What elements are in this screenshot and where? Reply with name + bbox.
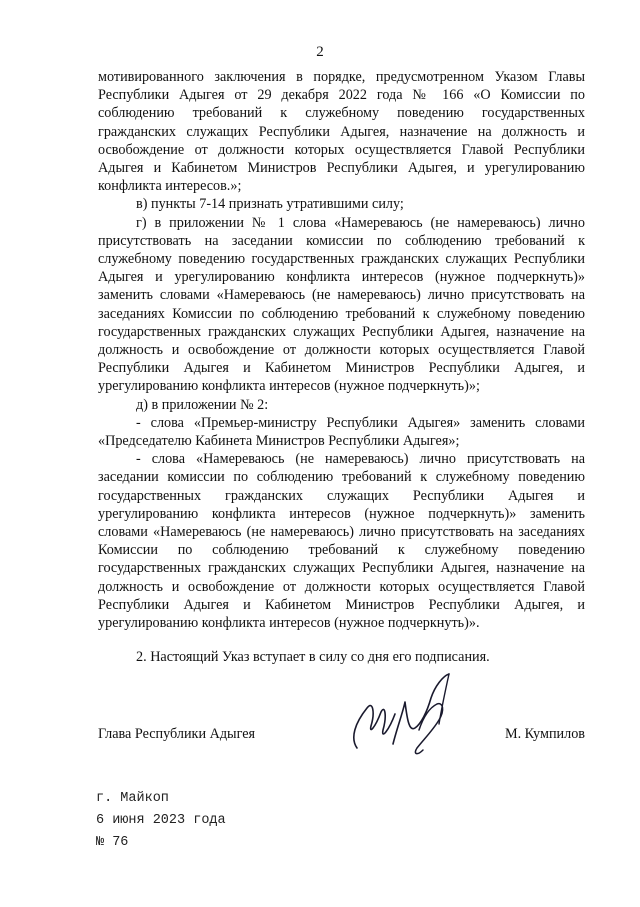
paragraph-subitem-2: - слова «Намереваюсь (не намереваюсь) лично присутствовать на заседании комиссии по соблюдению требований к служебному поведению государственных гражданских служащих Республики Адыгея и урегулированию конфликта интересов (нужное подчеркнуть)» заменить словами «Намереваюсь (не намереваюсь) лично присутствовать на заседаниях Комиссии по соблюдению требований к служебному поведению государственных гражданских служащих Республики Адыгея, назначение на должность и освобождение от должности которых осуществляется Главой Республики Адыгея и Кабинетом Министров Республики Адыгея, и урегулированию конфликта интересов (нужное подчеркнуть)». <box>98 451 585 632</box>
final-clause: 2. Настоящий Указ вступает в силу со дня его подписания. <box>136 649 490 666</box>
paragraph-continuation: мотивированного заключения в порядке, предусмотренном Указом Главы Республики Адыгея от 29 декабря 2022 года № 166 «О Комиссии по соблюдению требований к служебному поведению государственных гражданских служащих Республики Адыгея, назначение на должность и освобождение от должности которых осуществляется Главой Республики Адыгея и Кабинетом Министров Республики Адыгея, и урегулированию конфликта интересов.»; <box>98 69 585 195</box>
paragraph-item-d: д) в приложении № 2: <box>136 396 269 413</box>
signature-block <box>98 726 585 750</box>
document-body <box>98 68 585 667</box>
page-number: 2 <box>316 44 324 60</box>
paragraph-item-g: г) в приложении № 1 слова «Намереваюсь (не намереваюсь) лично присутствовать на заседании комиссии по соблюдению требований к служебному поведению государственных гражданских служащих Республики Адыгея и урегулированию конфликта интересов (нужное подчеркнуть)» заменить словами «Намереваюсь (не намереваюсь) лично присутствовать на заседаниях Комиссии по соблюдению требований к служебному поведению государственных гражданских служащих Республики Адыгея, назначение на должность и освобождение от должности которых осуществляется Главой Республики Адыгея и Кабинетом Министров Республики Адыгея, и урегулированию конфликта интересов (нужное подчеркнуть)»; <box>98 214 585 395</box>
decree-number: № 76 <box>96 835 129 850</box>
decree-date: 6 июня 2023 года <box>96 813 226 828</box>
city: г. Майкоп <box>96 791 169 806</box>
document-footer <box>96 788 226 854</box>
paragraph-item-v: в) пункты 7-14 признать утратившими силу; <box>136 196 404 213</box>
position-title: Глава Республики Адыгея <box>98 726 256 742</box>
paragraph-subitem-1: - слова «Премьер-министру Республики Адыгея» заменить словами «Председателю Кабинета Министров Республики Адыгея»; <box>98 414 585 450</box>
signatory-name: М. Кумпилов <box>504 726 585 742</box>
